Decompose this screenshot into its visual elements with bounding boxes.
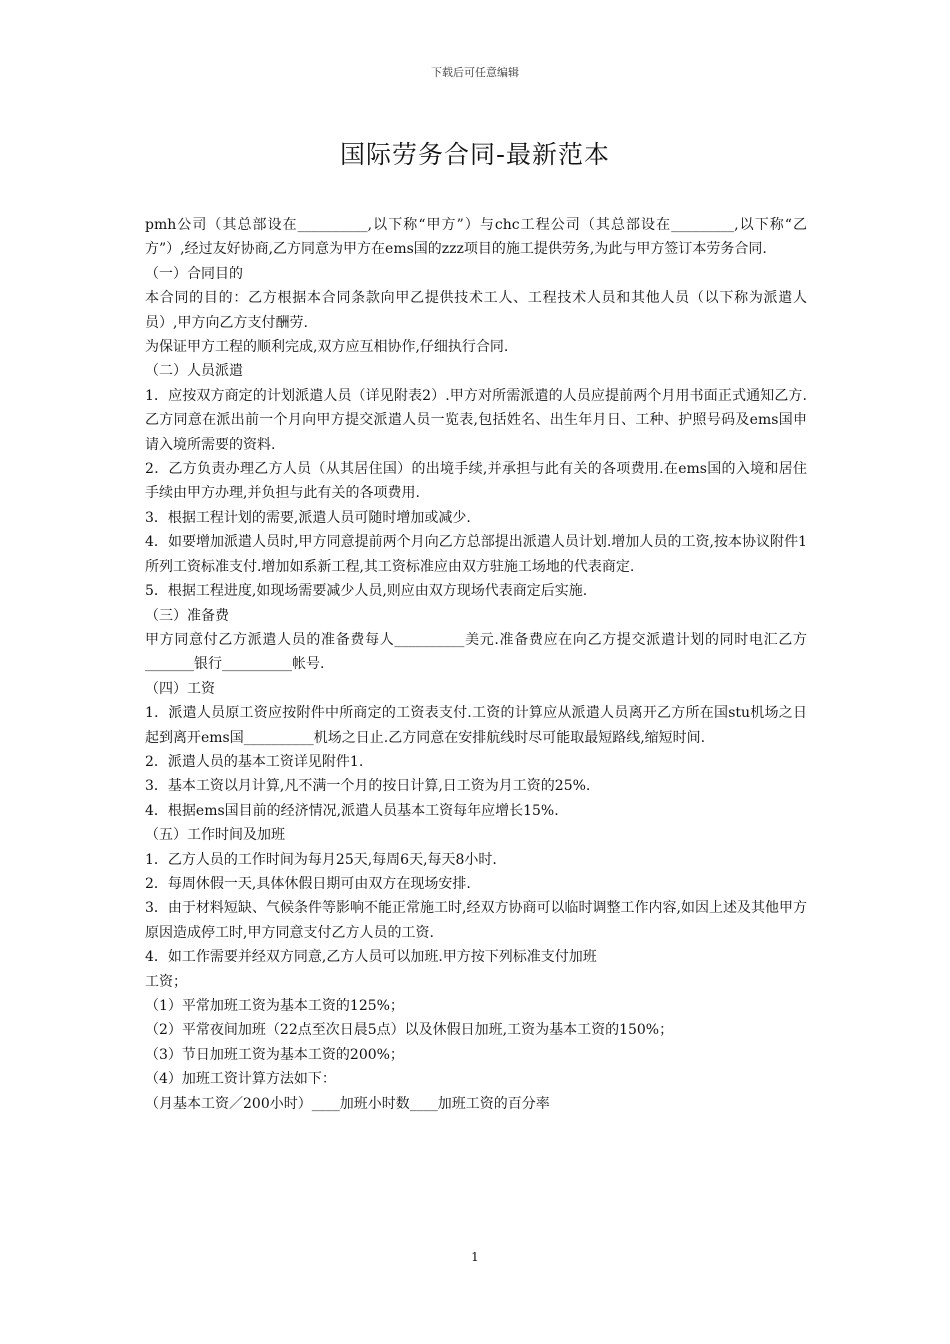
paragraph: 2．每周休假一天,具体休假日期可由双方在现场安排. [145, 875, 471, 892]
paragraph: 1．乙方人员的工作时间为每月25天,每周6天,每天8小时. [145, 851, 497, 868]
section-heading: （五）工作时间及加班 [145, 827, 285, 844]
paragraph: 1．应按双方商定的计划派遣人员（详见附表2）.甲方对所需派遣的人员应提前两个月用书面正式通知乙方.乙方同意在派出前一个月向甲方提交派遣人员一览表,包括姓名、出生年月日、工种、护照号码及ems国申请入境所需要的资料. [145, 387, 807, 453]
paragraph: （1）平常加班工资为基本工资的125%； [145, 998, 404, 1014]
paragraph: 工资； [145, 973, 187, 990]
paragraph: 4．如要增加派遣人员时,甲方同意提前两个月向乙方总部提出派遣人员计划.增加人员的工资,按本协议附件1所列工资标准支付.增加如系新工程,其工资标准应由双方驻施工场地的代表商定. [145, 534, 807, 575]
paragraph: （月基本工资／200小时）____加班小时数____加班工资的百分率 [145, 1095, 550, 1112]
page-header: 下载后可任意编辑 [431, 66, 519, 79]
paragraph: 1．派遣人员原工资应按附件中所商定的工资表支付.工资的计算应从派遣人员离开乙方所在国stu机场之日起到离开ems国__________机场之日止.乙方同意在安排航线时尽可能取最短路线,缩短时间. [145, 705, 807, 746]
paragraph: 3．根据工程计划的需要,派遣人员可随时增加或减少. [145, 509, 471, 526]
paragraph: （4）加班工资计算方法如下： [145, 1071, 336, 1088]
paragraph: pmh公司（其总部设在__________,以下称“甲方”）与chc工程公司（其总部设在_________,以下称“乙方”）,经过友好协商,乙方同意为甲方在ems国的zzz项目的施工提供劳务,为此与甲方签订本劳务合同. [145, 217, 807, 258]
paragraph: 为保证甲方工程的顺利完成,双方应互相协作,仔细执行合同. [145, 339, 509, 356]
section-heading: （三）准备费 [145, 607, 229, 624]
section-heading: （一）合同目的 [145, 265, 243, 282]
paragraph: 5．根据工程进度,如现场需要减少人员,则应由双方现场代表商定后实施. [145, 583, 588, 600]
document-title: 国际劳务合同-最新范本 [339, 140, 611, 169]
paragraph: 2．乙方负责办理乙方人员（从其居住国）的出境手续,并承担与此有关的各项费用.在ems国的入境和居住手续由甲方办理,并负担与此有关的各项费用. [145, 461, 807, 502]
section-heading: （二）人员派遣 [145, 363, 243, 380]
page-number: 1 [471, 1250, 479, 1264]
paragraph: （3）节日加班工资为基本工资的200%； [145, 1046, 404, 1063]
paragraph: 本合同的目的：乙方根据本合同条款向甲乙提供技术工人、工程技术人员和其他人员（以下称为派遣人员）,甲方向乙方支付酬劳. [145, 290, 807, 331]
paragraph: 4．如工作需要并经双方同意,乙方人员可以加班.甲方按下列标准支付加班 [145, 949, 597, 966]
paragraph: 3．基本工资以月计算,凡不满一个月的按日计算,日工资为月工资的25%. [145, 778, 591, 795]
paragraph: 3．由于材料短缺、气候条件等影响不能正常施工时,经双方协商可以临时调整工作内容,如因上述及其他甲方原因造成停工时,甲方同意支付乙方人员的工资. [145, 900, 807, 941]
contract-body [145, 213, 807, 1116]
section-heading: （四）工资 [145, 680, 215, 697]
paragraph: （2）平常夜间加班（22点至次日晨5点）以及休假日加班,工资为基本工资的150%； [145, 1022, 674, 1039]
paragraph: 2．派遣人员的基本工资详见附件1. [145, 753, 364, 770]
paragraph: 甲方同意付乙方派遣人员的准备费每人__________美元.准备费应在向乙方提交派遣计划的同时电汇乙方_______银行__________帐号. [145, 631, 807, 673]
paragraph: 4．根据ems国目前的经济情况,派遣人员基本工资每年应增长15%. [145, 802, 559, 819]
